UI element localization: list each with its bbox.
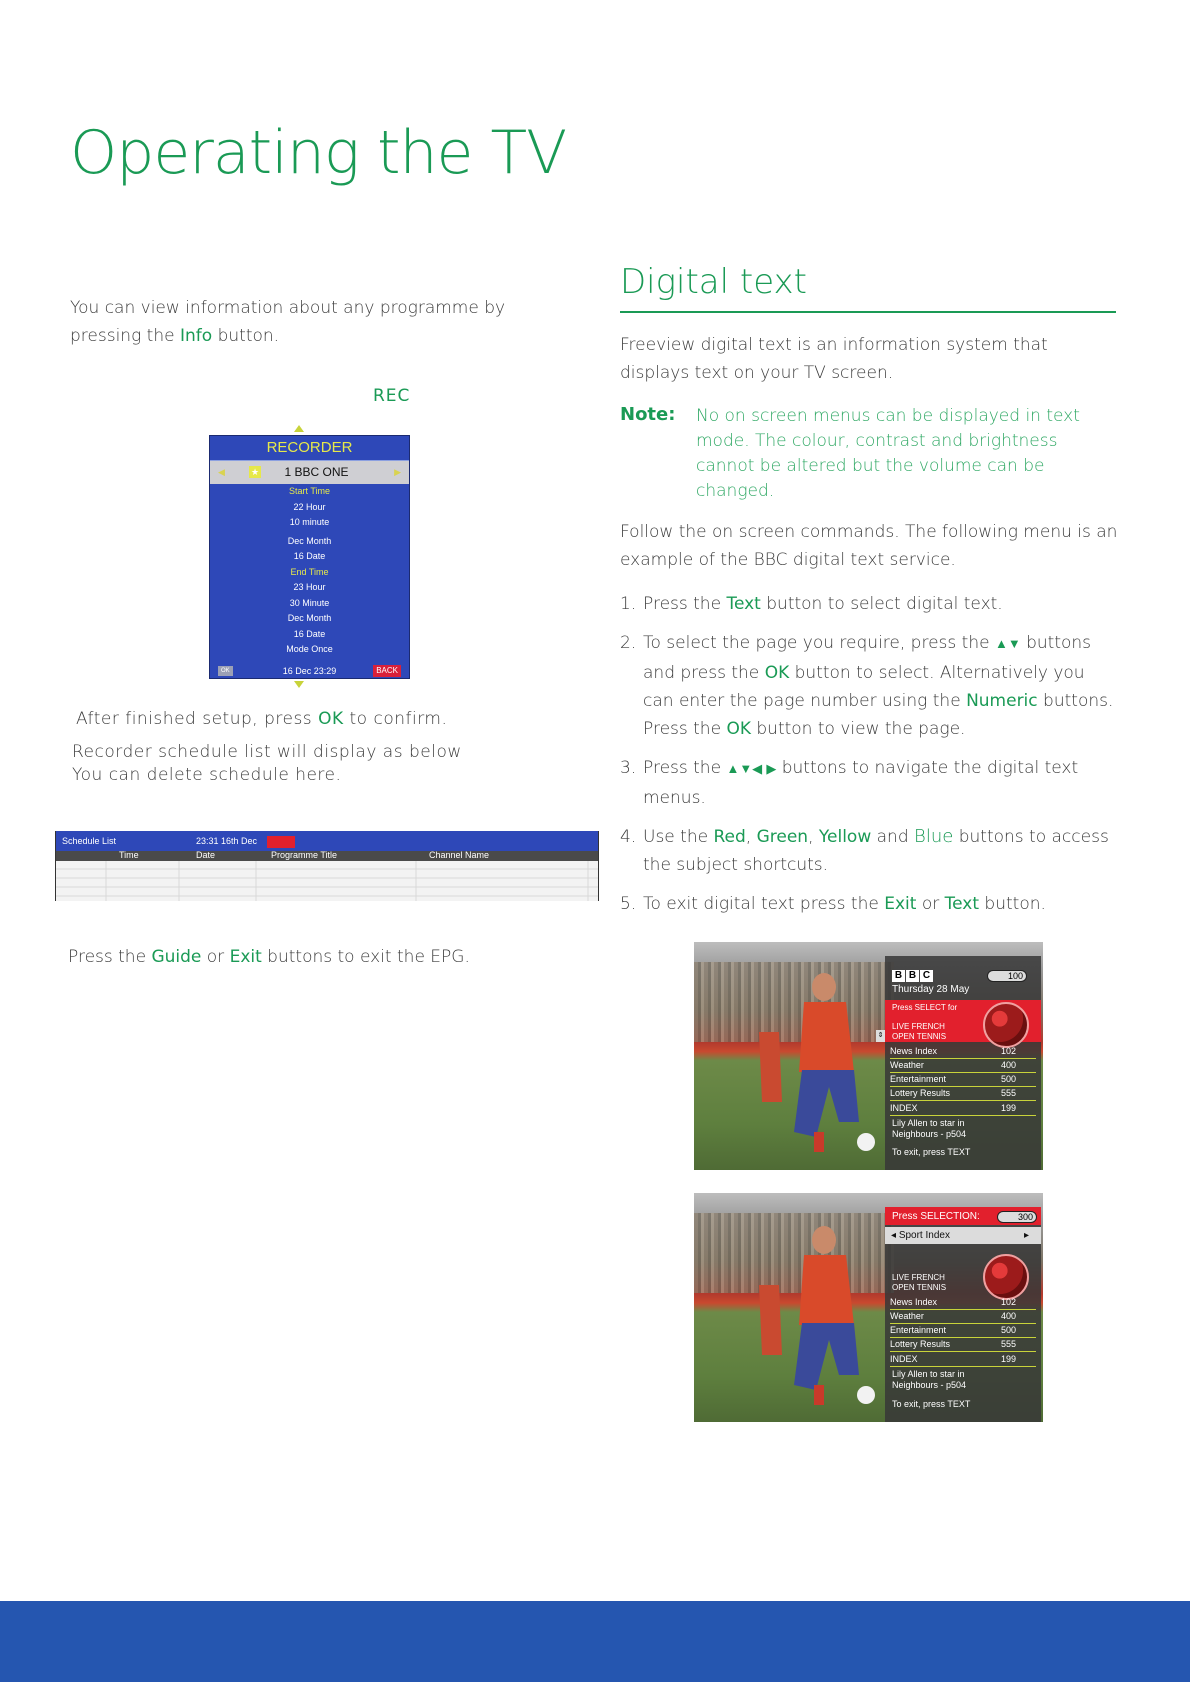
recorder-title: RECORDER (210, 436, 409, 461)
note-label: Note: (620, 404, 676, 425)
schedule-line-1: Recorder schedule list will display as below (72, 742, 462, 762)
schedule-paragraph (72, 741, 552, 787)
digital-text-screen-1 (694, 942, 1043, 1170)
step-text: and (871, 827, 915, 847)
info-text-end: button. (212, 326, 280, 346)
step-text: Press the (643, 594, 727, 614)
step-text: button. (979, 894, 1046, 914)
promo-line-3: OPEN TENNIS (892, 1283, 947, 1292)
story-link[interactable]: Lily Allen to star in Neighbours - p504 (892, 1369, 967, 1390)
info-text: You can view information about any programme by pressing the (70, 298, 506, 346)
schedule-line-2: You can delete schedule here. (72, 765, 342, 785)
promo-line-3: OPEN TENNIS (892, 1032, 947, 1041)
section-divider (620, 311, 1116, 313)
page-title: Operating the TV (70, 118, 567, 188)
info-button-label: Info (180, 326, 213, 346)
text-button-label: Text (944, 894, 980, 914)
recorder-row: 10 minute (289, 517, 330, 527)
steps-list (620, 590, 1120, 918)
left-arrow-icon: ◂ (891, 1230, 897, 1241)
list-item (620, 823, 1120, 879)
exit-label: Exit (884, 894, 917, 914)
exit-label: Exit (229, 947, 262, 967)
bbc-logo: B B C (892, 970, 934, 982)
recorder-channel-row (210, 461, 409, 484)
down-arrow-icon (294, 681, 304, 688)
step-text: buttons to access the subject shortcuts. (643, 827, 1109, 875)
step-text: Use the (643, 827, 714, 847)
list-item[interactable]: Weather 400 (890, 1058, 1036, 1073)
guide-text: Press the (68, 947, 152, 967)
confirm-paragraph (76, 705, 556, 733)
promo-line-2: LIVE FRENCH (892, 1273, 945, 1282)
step-text: To select the page you require, press the (643, 633, 995, 653)
scroll-arrows-icon[interactable]: ⇕ (876, 1030, 885, 1042)
ok-label: OK (318, 709, 344, 729)
confirm-text: After finished setup, press (76, 709, 319, 729)
exit-hint: To exit, press TEXT (892, 1399, 971, 1409)
green-label: Green (756, 827, 809, 847)
sport-index-label: Sport Index (898, 1230, 950, 1241)
recorder-channel: 1 BBC ONE (284, 465, 349, 479)
recorder-row: 30 Minute (289, 597, 330, 608)
info-paragraph (70, 294, 560, 350)
red-label: Red (713, 827, 746, 847)
guide-label: Guide (151, 947, 202, 967)
recorder-datetime: 16 Dec 23:29 (282, 666, 337, 676)
page-number[interactable]: 300 (997, 1211, 1037, 1223)
list-item[interactable]: INDEX 199 (890, 1101, 1036, 1116)
list-item (620, 890, 1120, 918)
schedule-time: 23:31 16th Dec (196, 836, 258, 846)
step-text: To exit digital text press the (643, 894, 885, 914)
ok-button[interactable]: OK (218, 666, 233, 676)
right-arrow-icon: ▶ (394, 467, 401, 477)
ok-label: OK (726, 719, 751, 739)
step-text: , (745, 827, 757, 847)
step-text: buttons to navigate the digital text menus. (643, 758, 1079, 808)
digital-text-screen-2 (694, 1193, 1043, 1422)
teletext-date: Thursday 28 May (892, 984, 970, 995)
back-button[interactable]: BACK (373, 665, 401, 677)
step-text: buttons and press the (643, 633, 1092, 683)
selection-label: Press SELECTION: (892, 1211, 980, 1222)
confirm-text-end: to confirm. (343, 709, 448, 729)
tennis-ball-icon (983, 1002, 1029, 1048)
list-item[interactable]: Lottery Results 555 (890, 1086, 1036, 1101)
recorder-row: Dec Month (287, 613, 332, 623)
section-title: Digital text (620, 262, 807, 302)
star-icon: ★ (250, 467, 260, 477)
numeric-label: Numeric (966, 691, 1038, 711)
football-players-illustration (754, 1215, 884, 1415)
recorder-row: End Time (290, 566, 329, 577)
col-time: Time (119, 850, 139, 860)
step-number: 3. (620, 758, 637, 778)
promo-line-2: LIVE FRENCH (892, 1022, 945, 1031)
step-text: Press the (643, 758, 727, 778)
step-text: button to select. Alternatively you can enter the page number using the (643, 663, 1085, 711)
exit-hint: To exit, press TEXT (892, 1147, 971, 1157)
list-item (620, 590, 1120, 618)
schedule-grid (56, 861, 598, 901)
recorder-row: 22 Hour (293, 501, 326, 512)
text-button-label: Text (726, 594, 761, 614)
list-item (620, 629, 1120, 743)
blue-label: Blue (914, 826, 954, 847)
step-text: button to view the page. (750, 719, 966, 739)
navigation-arrows-icon: ▲▼◀ ▶ (726, 762, 777, 777)
step-text: or (916, 894, 945, 914)
schedule-list (55, 831, 599, 901)
list-item[interactable]: Entertainment 500 (890, 1072, 1036, 1087)
recorder-screen (209, 435, 410, 679)
recorder-row: Start Time (288, 486, 330, 496)
up-down-arrows-icon: ▲▼ (994, 637, 1021, 652)
guide-or: or (201, 947, 230, 967)
follow-paragraph: Follow the on screen commands. The following menu is an example of the BBC digital text service. (620, 522, 1118, 570)
list-item[interactable]: Entertainment 500 (890, 1323, 1036, 1338)
list-item (620, 754, 1120, 812)
ok-label: OK (764, 663, 790, 683)
step-text: buttons. Press the (643, 691, 1114, 739)
list-item[interactable]: Weather 400 (890, 1309, 1036, 1324)
football-players-illustration (754, 962, 884, 1162)
step-number: 4. (620, 827, 637, 847)
page-number: 100 (987, 970, 1027, 982)
list-item[interactable]: Lottery Results 555 (890, 1337, 1036, 1352)
story-link[interactable]: Lily Allen to star in Neighbours - p504 (892, 1118, 967, 1139)
recorder-row: 16 Date (293, 628, 326, 639)
up-arrow-icon (294, 425, 304, 432)
rec-label: REC (373, 386, 411, 406)
col-channel-name: Channel Name (429, 850, 490, 860)
step-text: , (808, 827, 819, 847)
guide-text-end: buttons to exit the EPG. (261, 947, 470, 967)
sport-index-selector[interactable] (885, 1227, 1041, 1244)
col-programme-title: Programme Title (271, 850, 338, 860)
recorder-row: Dec Month (287, 535, 332, 546)
list-item[interactable]: News Index 102 (890, 1044, 1036, 1059)
recorder-footer (210, 664, 409, 678)
step-number: 1. (620, 594, 637, 614)
right-arrow-icon: ▸ (1023, 1230, 1029, 1241)
recorder-row: Mode Once (286, 644, 333, 654)
list-item[interactable]: News Index 102 (890, 1295, 1036, 1310)
step-text: button to select digital text. (760, 594, 1003, 614)
schedule-title-bar (56, 831, 598, 851)
schedule-title: Schedule List (62, 836, 117, 846)
recorder-row: 23 Hour (293, 582, 326, 592)
left-arrow-icon: ◀ (218, 467, 225, 477)
step-number: 2. (620, 633, 637, 653)
schedule-red-marker (267, 836, 295, 848)
guide-paragraph (68, 943, 558, 971)
step-number: 5. (620, 894, 637, 914)
yellow-label: Yellow (818, 827, 872, 847)
list-item[interactable]: INDEX 199 (890, 1352, 1036, 1367)
promo-line-1: Press SELECT for (892, 1003, 958, 1012)
recorder-row: 16 Date (293, 551, 326, 561)
tennis-ball-icon (983, 1254, 1029, 1300)
note-text: No on screen menus can be displayed in text mode. The colour, contrast and brightness cannot be altered but the volume can be changed. (696, 406, 1080, 501)
intro-paragraph: Freeview digital text is an information system that displays text on your TV screen. (620, 335, 1048, 383)
col-date: Date (196, 850, 216, 860)
footer-bar (0, 1601, 1190, 1682)
schedule-header (56, 851, 598, 861)
